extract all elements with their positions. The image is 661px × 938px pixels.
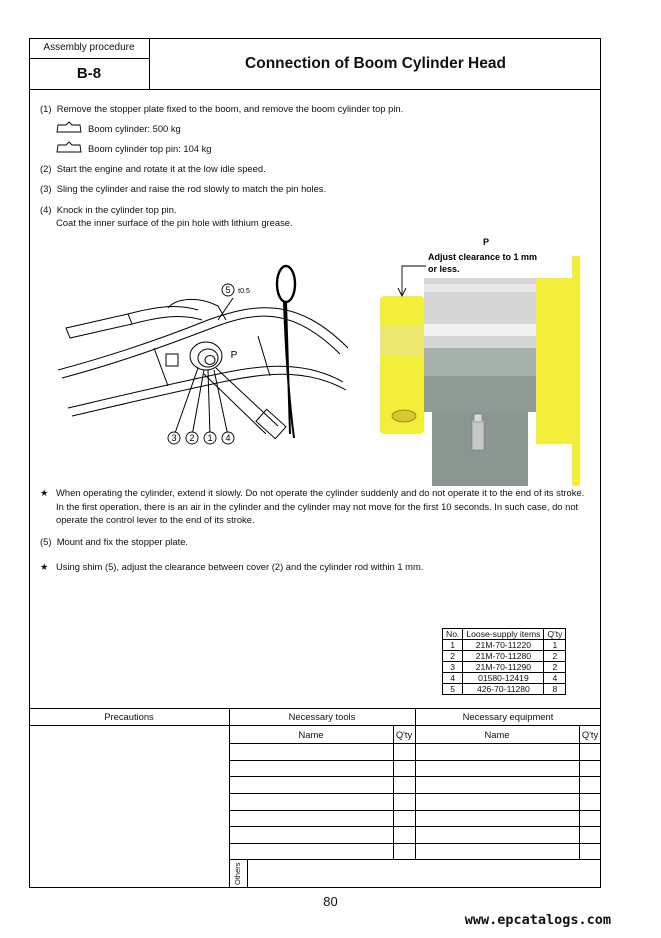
- step-number: (2): [40, 163, 52, 174]
- clearance-callout-line2: or less.: [428, 264, 460, 274]
- step-text: Knock in the cylinder top pin.: [56, 204, 177, 215]
- step-1: [40, 103, 403, 115]
- detail-title: P: [482, 237, 490, 247]
- step-number: (3): [40, 183, 52, 194]
- table-cell: 2: [544, 662, 566, 673]
- step-4: [40, 204, 177, 216]
- step-number: (1): [40, 103, 52, 114]
- grid-line: [393, 725, 394, 859]
- necessary-tools-header: Necessary tools: [288, 711, 356, 722]
- detail-p-illustration: [376, 236, 586, 486]
- requirements-grid: [29, 708, 601, 888]
- step-text: Mount and fix the stopper plate.: [56, 536, 189, 547]
- page-title: Connection of Boom Cylinder Head: [245, 55, 506, 72]
- watermark: www.epcatalogs.com: [464, 912, 611, 928]
- header-divider: [29, 89, 601, 90]
- table-cell: 5: [443, 684, 463, 695]
- step-5: [40, 536, 188, 548]
- column-header: Q'ty: [544, 629, 566, 640]
- table-cell: 4: [443, 673, 463, 684]
- step-text: Sling the cylinder and raise the rod slowly to match the pin holes.: [56, 183, 327, 194]
- table-cell: 426-70-11280: [463, 684, 544, 695]
- table-row: [443, 673, 566, 684]
- step-4-continued: Coat the inner surface of the pin hole with lithium grease.: [56, 217, 293, 228]
- table-cell: 1: [544, 640, 566, 651]
- callout-3: 3: [171, 433, 177, 443]
- weight-boom-cylinder: Boom cylinder: 500 kg: [88, 123, 181, 134]
- table-cell: 1: [443, 640, 463, 651]
- pin-label: P: [230, 350, 238, 361]
- procedure-label: Assembly procedure: [29, 38, 150, 59]
- table-header-row: [443, 629, 566, 640]
- step-text: Start the engine and rotate it at the low idle speed.: [56, 163, 266, 174]
- weight-icon: [56, 141, 82, 153]
- step-number: (5): [40, 536, 52, 547]
- table-cell: 01580-12419: [463, 673, 544, 684]
- table-cell: 2: [544, 651, 566, 662]
- callout-4: 4: [225, 433, 231, 443]
- table-cell: 2: [443, 651, 463, 662]
- boom-cylinder-illustration: [58, 258, 358, 450]
- shim-note-text: Using shim (5), adjust the clearance between cover (2) and the cylinder rod within 1 mm.: [56, 561, 424, 572]
- star-icon: ★: [40, 561, 49, 572]
- caution-note-text: When operating the cylinder, extend it slowly. Do not operate the cylinder suddenly and do not operate it to the end of its stroke. In the first operation, there is an air in the cylinder and the cylinder may not move for the first 10 seconds. In such case, do not operate the control lever to the end of its stroke.: [56, 487, 585, 525]
- tools-qty-header: Q'ty: [395, 729, 413, 740]
- column-header: No.: [443, 629, 463, 640]
- grid-line: [579, 725, 580, 859]
- callout-1: 1: [207, 433, 213, 443]
- shim-note: [40, 560, 592, 574]
- equipment-name-header: Name: [484, 729, 510, 740]
- procedure-code: B-8: [29, 59, 150, 89]
- step-text: Remove the stopper plate fixed to the boom, and remove the boom cylinder top pin.: [56, 103, 404, 114]
- grid-line: [229, 859, 601, 860]
- precautions-header: Precautions: [104, 711, 154, 722]
- step-number: (4): [40, 204, 52, 215]
- shim-thickness-label: t0.5: [238, 288, 250, 295]
- table-row: [443, 640, 566, 651]
- star-icon: ★: [40, 487, 49, 498]
- weight-top-pin: Boom cylinder top pin: 104 kg: [88, 143, 212, 154]
- equipment-qty-header: Q'ty: [581, 729, 599, 740]
- table-row: [443, 651, 566, 662]
- column-header: Loose-supply items: [463, 629, 544, 640]
- tools-name-header: Name: [298, 729, 324, 740]
- callout-2: 2: [189, 433, 195, 443]
- callout-5: 5: [225, 285, 231, 295]
- table-cell: 21M-70-11220: [463, 640, 544, 651]
- table-cell: 8: [544, 684, 566, 695]
- table-cell: 21M-70-11290: [463, 662, 544, 673]
- table-cell: 4: [544, 673, 566, 684]
- table-cell: 3: [443, 662, 463, 673]
- page-number: 80: [323, 894, 338, 909]
- weight-icon: [56, 121, 82, 133]
- table-row: [443, 662, 566, 673]
- necessary-equipment-header: Necessary equipment: [462, 711, 554, 722]
- step-2: [40, 163, 266, 175]
- caution-note: [40, 486, 592, 527]
- others-label: Others: [233, 862, 242, 886]
- grid-line: [247, 859, 248, 888]
- loose-supply-table: [442, 628, 566, 695]
- step-3: [40, 183, 326, 195]
- table-cell: 21M-70-11280: [463, 651, 544, 662]
- clearance-callout-line1: Adjust clearance to 1 mm: [428, 252, 538, 262]
- table-row: [443, 684, 566, 695]
